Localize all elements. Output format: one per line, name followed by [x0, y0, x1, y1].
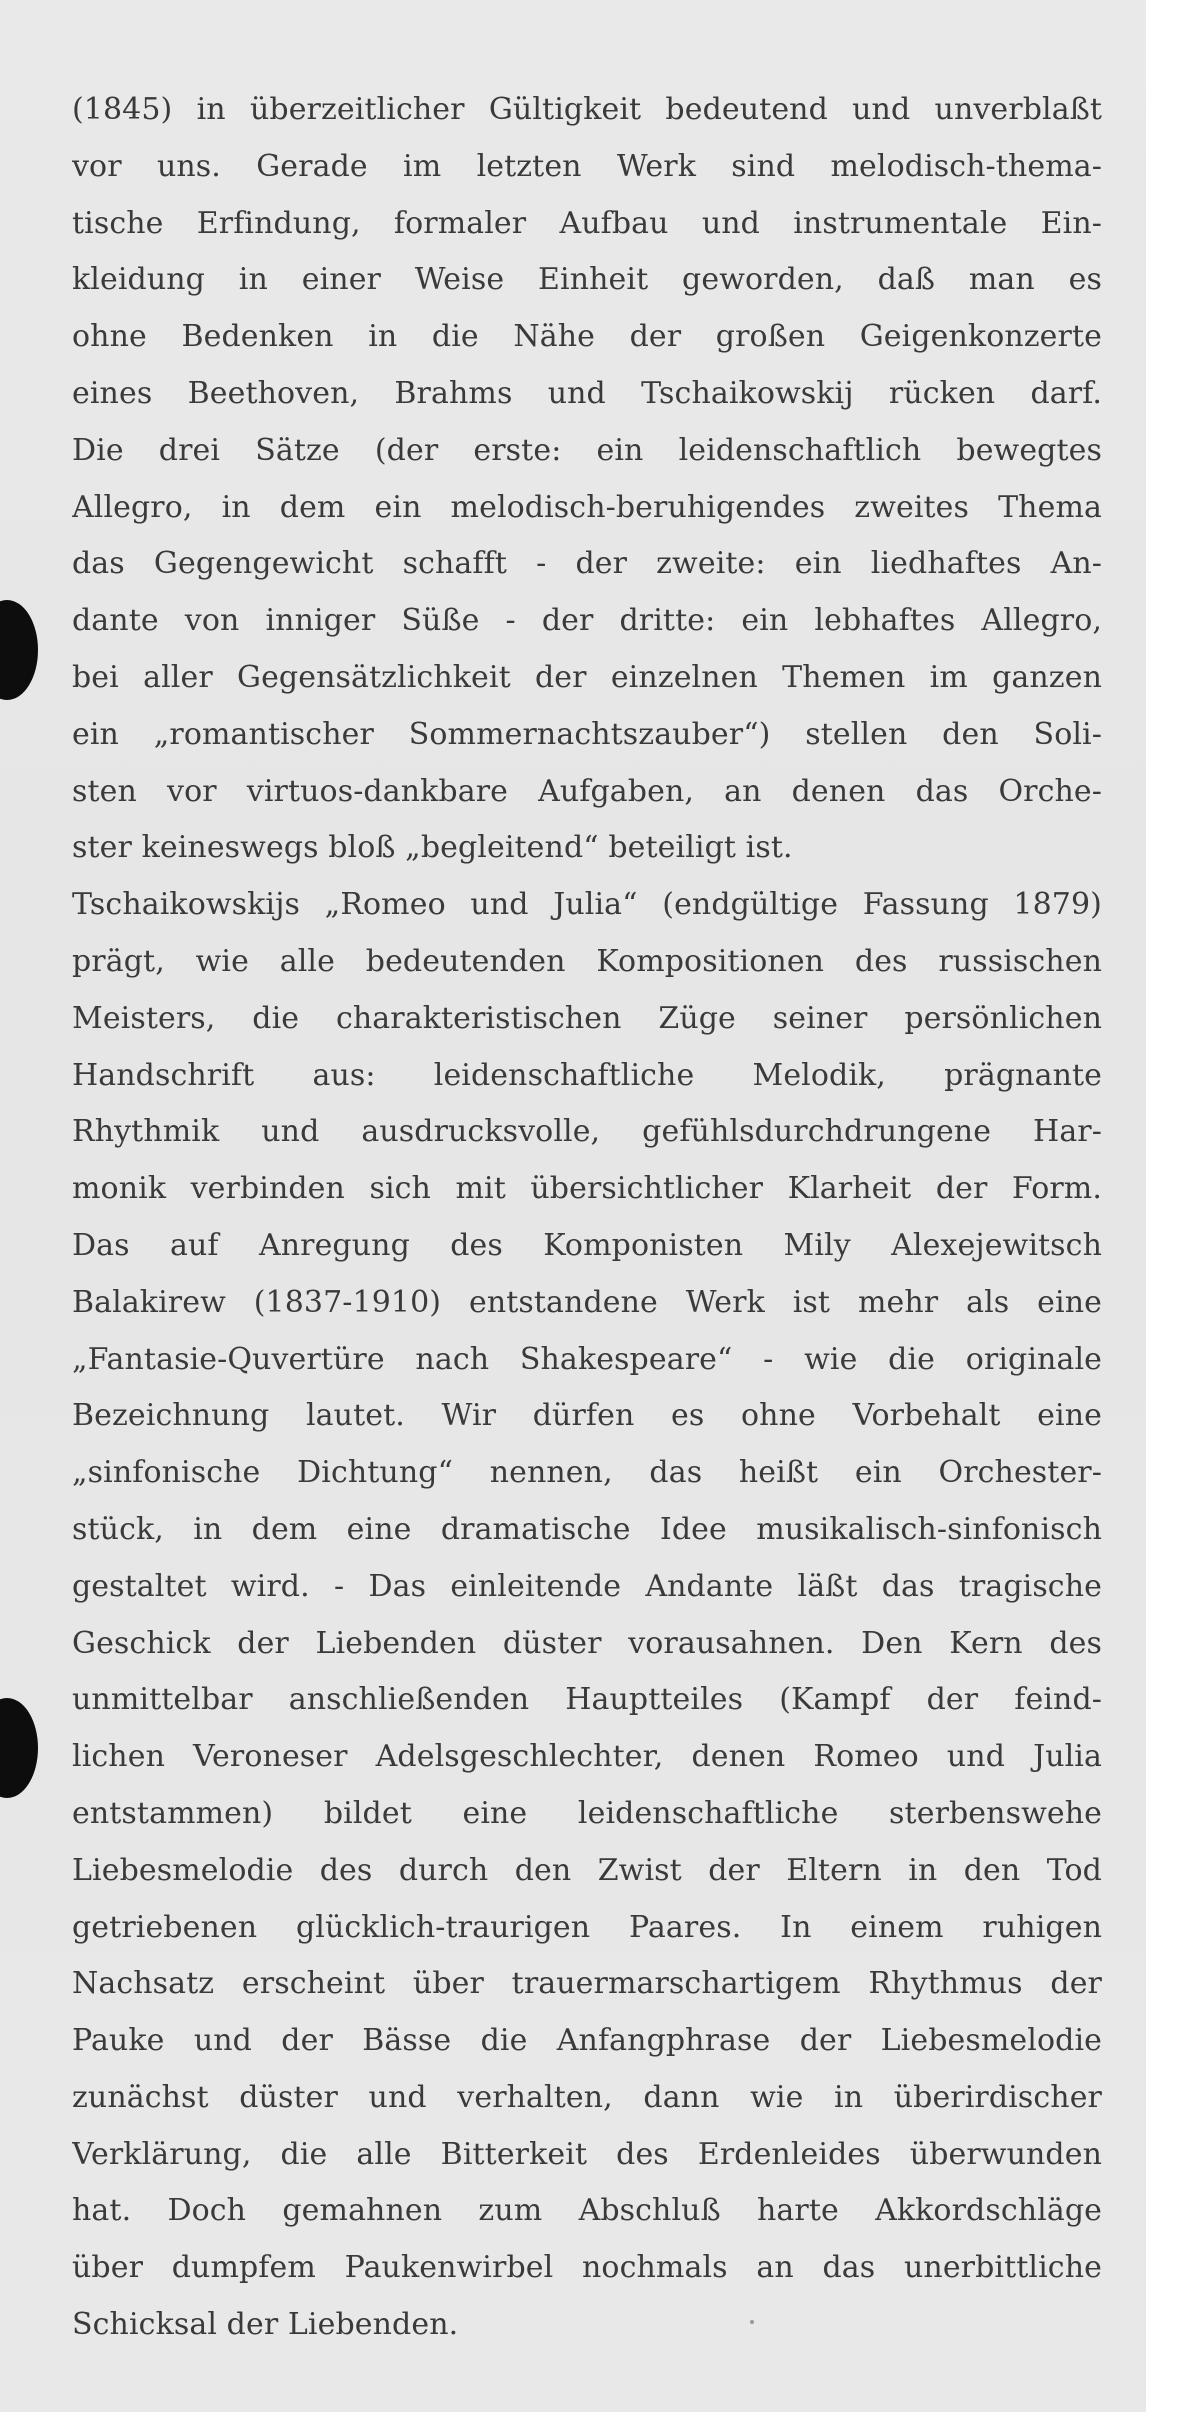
text-line: eines Beethoven, Brahms und Tschaikowskij rücken darf.: [72, 375, 1102, 411]
text-line: Geschick der Liebenden düster vorausahnen. Den Kern des: [72, 1625, 1102, 1661]
text-line: dante von inniger Süße - der dritte: ein lebhaftes Allegro,: [72, 603, 1102, 639]
text-line: Die drei Sätze (der erste: ein leidenschaftlich bewegtes: [72, 432, 1102, 468]
text-line: (1845) in überzeitlicher Gültigkeit bedeutend und unverblaßt: [72, 92, 1102, 127]
text-line: sten vor virtuos-dankbare Aufgaben, an denen das Orche-: [72, 773, 1102, 809]
text-line: stück, in dem eine dramatische Idee musikalisch-sinfonisch: [72, 1511, 1102, 1547]
punch-hole-bottom: [0, 1698, 38, 1798]
text-line: Schicksal der Liebenden.: [72, 2307, 459, 2343]
text-line: ster keineswegs bloß „begleitend“ beteiligt ist.: [72, 830, 793, 866]
scan-margin: [1146, 0, 1200, 2412]
text-line: entstammen) bildet eine leidenschaftliche sterbenswehe: [72, 1795, 1102, 1831]
text-line: Liebesmelodie des durch den Zwist der Eltern in den Tod: [72, 1852, 1102, 1888]
text-line: bei aller Gegensätzlichkeit der einzelnen Themen im ganzen: [72, 659, 1102, 695]
text-line: unmittelbar anschließenden Hauptteiles (Kampf der feind-: [72, 1682, 1102, 1718]
text-line: Pauke und der Bässe die Anfangphrase der Liebesmelodie: [72, 2023, 1102, 2059]
text-line: getriebenen glücklich-traurigen Paares. In einem ruhigen: [72, 1909, 1102, 1945]
text-line: Allegro, in dem ein melodisch-beruhigendes zweites Thema: [72, 489, 1102, 525]
text-line: prägt, wie alle bedeutenden Kompositionen des russischen: [72, 943, 1102, 979]
text-line: über dumpfem Paukenwirbel nochmals an das unerbittliche: [72, 2250, 1102, 2286]
text-line: ohne Bedenken in die Nähe der großen Geigenkonzerte: [72, 319, 1102, 355]
text-line: Tschaikowskijs „Romeo und Julia“ (endgültige Fassung 1879): [72, 887, 1102, 923]
text-line: monik verbinden sich mit übersichtlicher Klarheit der Form.: [72, 1171, 1102, 1207]
text-line: Handschrift aus: leidenschaftliche Melodik, prägnante: [72, 1057, 1102, 1093]
text-line: ein „romantischer Sommernachtszauber“) stellen den Soli-: [72, 716, 1102, 752]
text-line: gestaltet wird. - Das einleitende Andante läßt das tragische: [72, 1568, 1102, 1604]
text-line: zunächst düster und verhalten, dann wie in überirdischer: [72, 2079, 1102, 2115]
text-line: hat. Doch gemahnen zum Abschluß harte Akkordschläge: [72, 2193, 1102, 2229]
body-text: [72, 82, 1102, 2354]
text-line: kleidung in einer Weise Einheit geworden, daß man es: [72, 262, 1102, 298]
text-line: Meisters, die charakteristischen Züge seiner persönlichen: [72, 1000, 1102, 1036]
text-line: das Gegengewicht schafft - der zweite: ein liedhaftes An-: [72, 546, 1102, 582]
text-line: lichen Veroneser Adelsgeschlechter, denen Romeo und Julia: [72, 1739, 1102, 1775]
text-line: Das auf Anregung des Komponisten Mily Alexejewitsch: [72, 1227, 1102, 1263]
punch-hole-top: [0, 600, 38, 700]
text-line: Nachsatz erscheint über trauermarschartigem Rhythmus der: [72, 1966, 1102, 2002]
text-line: „Fantasie-Quvertüre nach Shakespeare“ - wie die originale: [72, 1341, 1102, 1377]
text-line: vor uns. Gerade im letzten Werk sind melodisch-thema-: [72, 148, 1102, 184]
text-line: Rhythmik und ausdrucksvolle, gefühlsdurchdrungene Har-: [72, 1114, 1102, 1150]
text-line: Balakirew (1837-1910) entstandene Werk ist mehr als eine: [72, 1284, 1102, 1320]
text-line: Bezeichnung lautet. Wir dürfen es ohne Vorbehalt eine: [72, 1398, 1102, 1434]
text-line: tische Erfindung, formaler Aufbau und instrumentale Ein-: [72, 205, 1102, 241]
paper-speck: [750, 2320, 754, 2324]
text-line: Verklärung, die alle Bitterkeit des Erdenleides überwunden: [72, 2136, 1102, 2172]
text-line: „sinfonische Dichtung“ nennen, das heißt ein Orchester-: [72, 1455, 1102, 1491]
